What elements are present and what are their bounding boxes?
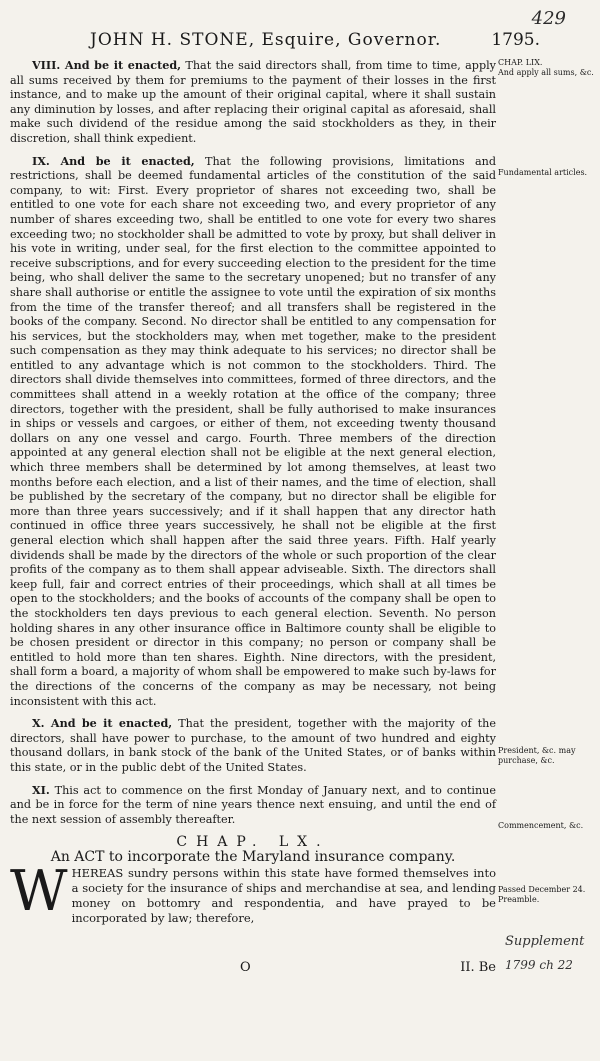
section-xi (10, 783, 496, 828)
margin-note-commencement: Commencement, &c. (498, 821, 584, 830)
main-text (10, 58, 496, 926)
section-lead: X. And be it enacted, (32, 716, 173, 731)
section-text: That the president, together with the majority of the directors, shall have power to purchase, to the amount of two hundred and eighty thousand dollars, in bank stock of the bank of the United States, or of banks within this state, or in the public debt of the United States. (10, 717, 496, 774)
header-title: JOHN H. STONE, Esquire, Governor. (90, 30, 442, 50)
drop-cap: W (10, 859, 68, 925)
section-viii (10, 58, 496, 147)
section-text: This act to commence on the first Monday of January next, and to continue and be in force for the term of nine years thence next ensuing, and until the end of the next session of assembly thereafter. (10, 783, 497, 826)
margin-chap-sub: And apply all sums, &c. (498, 68, 594, 77)
catchword: II. Be (460, 960, 496, 975)
preamble (10, 859, 496, 926)
margin-chap-label: CHAP. LIX. (498, 58, 543, 67)
section-lead: IX. And be it enacted, (32, 153, 195, 168)
section-text: That the said directors shall, from time to time, apply all sums received by them for premiums to the payment of their losses in the first instance, and to make up the amount of their original capital, where it shall sustain any diminution by losses, and after replacing their original capital as aforesaid, shall make such dividend of the residue among the said stockholders as they, in their discretion, shall think expedient. (10, 59, 497, 145)
handwritten-supplement-note: Supplement (505, 934, 585, 949)
signature-mark: O (240, 960, 251, 975)
act-title: An ACT to incorporate the Maryland insurance company. (50, 848, 456, 865)
section-text: That the following provisions, limitations and restrictions, shall be deemed fundamental articles of the constitution of the said company, to wit: First. Every proprietor of shares not exceeding two, shall be entitled to one vote for each share not exceeding two, and every proprietor of any number of shares exceeding two, shall be entitled to one vote for every two shares exceeding two; no stockholder shall be admitted to vote by proxy, but shall deliver in his vote in writing, under seal, for the first election to the committee appointed to receive subscriptions, and for every succeeding election to the president for the time being, who shall deliver the same to the secretary unopened; but no transfer of any share shall authorise or entitle the assignee to vote until the expiration of six months from the time of the transfer thereof; and all transfers shall be registered in the books of the company. Second. No director shall be entitled to any compensation for his services, but the stockholders may, when met together, make to the president such compensation as they may think adequate to his services; no director shall be entitled to any advantage which is not common to the stockholders. Third. The directors shall divide themselves into committees, formed of three directors, and the committees shall attend in a weekly rotation at the office of the company; three directors, together with the president, shall be fully authorised to make insurances in ships or vessels and cargoes, or either of them, not exceeding twenty thousand dollars on any one vessel and cargo. Fourth. Three members of the direction appointed at any general election shall not be eligible at the next general election, which three members shall be determined by lot among themselves, at least two months before each election, and a list of their names, and the time of election, shall be published by the secretary of the company, but no director shall be eligible for more than three years successively; and if it shall happen that any director hath continued in office three years successively, he shall not be eligible at the first general election which shall happen after the said three years. Fifth. Half yearly dividends shall be made by the directors of the whole or such proportion of the clear profits of the company as to them shall appear adviseable. Sixth. The directors shall keep full, fair and correct entries of their proceedings, which shall at all times be open to the stockholders; and the books of accounts of the company shall be open to the stockholders ten days previous to each general election. Seventh. No person holding shares in any other insurance office in Baltimore county shall be eligible to be chosen president or director in this company; no person or company shall be entitled to hold more than ten shares. Eighth. Nine directors, with the president, shall form a board, a majority of whom shall be empowered to make such by-laws for the directions of the concerns of the company as may be necessary, not being inconsistent with this act. (10, 154, 496, 708)
margin-note-fundamental: Fundamental articles. (498, 168, 588, 177)
running-header (90, 30, 540, 50)
section-lead: VIII. And be it enacted, (32, 58, 182, 72)
page-number: 429 (531, 8, 566, 29)
handwritten-reference-note: 1799 ch 22 (505, 958, 573, 972)
chapter-heading: CHAP. LX. (176, 834, 330, 851)
section-ix (10, 154, 496, 710)
margin-note-passed: Passed December 24. Preamble. (498, 885, 586, 904)
page-footer (10, 960, 496, 975)
section-x (10, 716, 496, 775)
margin-note-president: President, &c. may purchase, &c. (498, 746, 576, 765)
preamble-text: HEREAS sundry persons within this state have formed themselves into a society for the insurance of ships and merchandise at sea, and lending money on bottomry and respondentia, and have prayed to be incorporated by law; therefore, (71, 866, 496, 926)
section-lead: XI. (32, 782, 50, 797)
header-year: 1795. (491, 30, 540, 50)
margin-note-chap (498, 58, 596, 78)
